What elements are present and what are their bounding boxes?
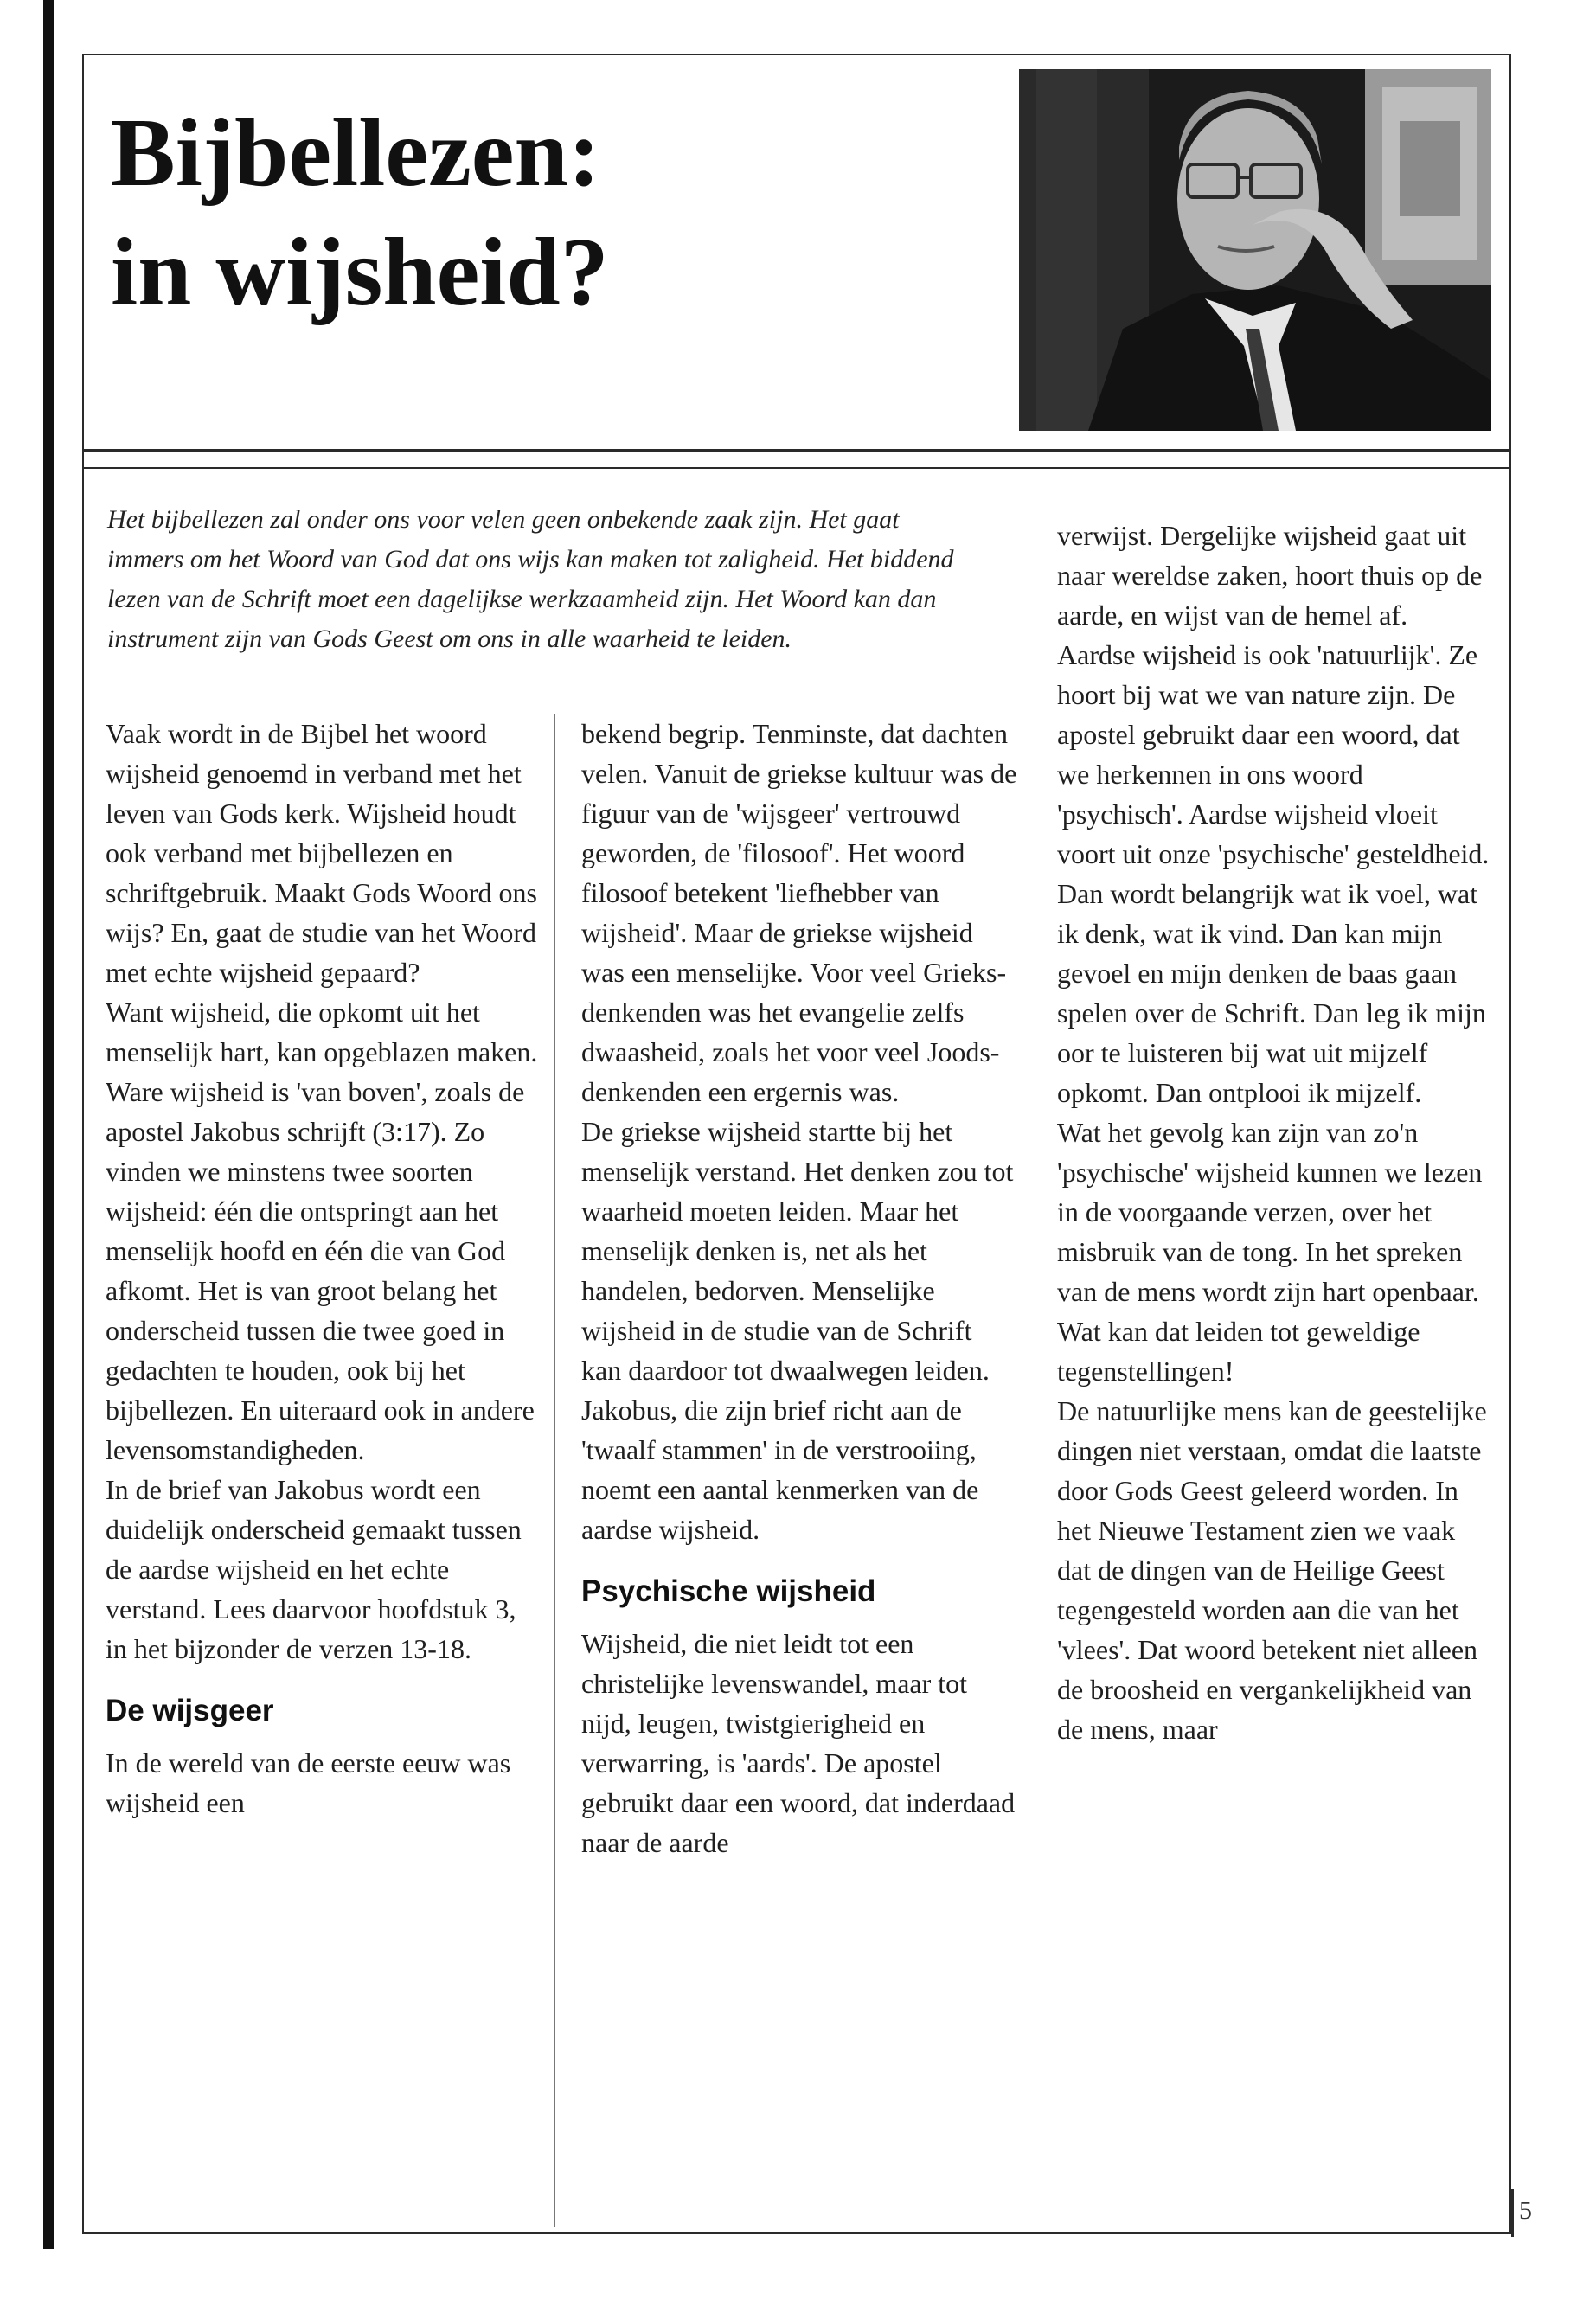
text-column-2 [581,714,1018,1862]
title-line-2: in wijsheid? [111,219,609,326]
page-number-rule [1511,2189,1514,2237]
header-rule-bottom [82,467,1511,469]
text-column-1 [106,714,542,1823]
page-edge [43,0,54,2249]
text-column-3 [1057,516,1490,1749]
section-heading: Psychische wijsheid [581,1574,876,1608]
section-heading: De wijsgeer [106,1694,274,1727]
article-intro: Het bijbellezen zal onder ons voor velen geen onbekende zaak zijn. Het gaat immers om het Woord van God dat ons wijs kan maken tot zaligheid. Het biddend lezen van de Schrift moet een dagelijkse werkzaamheid zijn. Het Woord kan dan instrument zijn van Gods Geest om ons in alle waarheid te leiden. [107,505,954,653]
paragraph: De natuurlijke mens kan de geestelijke dingen niet verstaan, omdat die laatste door Gods Geest geleerd worden. In het Nieuwe Testament zien we vaak dat de dingen van de Heilige Geest tegengesteld worden aan die van het 'vlees'. Dat woord betekent niet alleen de broosheid en vergankelijkheid van de mens, maar [1057,1395,1487,1745]
paragraph: bekend begrip. Tenminste, dat dachten velen. Vanuit de griekse kultuur was de figuur van de 'wijsgeer' vertrouwd geworden, de 'filosoof'. Het woord filosoof betekent 'liefhebber van wijsheid'. Maar de griekse wijsheid was een menselijke. Voor veel Grieks-denkenden was het evangelie zelfs dwaasheid, zoals het voor veel Joods-denkenden een ergernis was. [581,718,1017,1107]
page-number: 5 [1519,2196,1532,2225]
author-photo [1019,69,1491,431]
article-title [111,93,609,332]
paragraph: De griekse wijsheid startte bij het menselijk verstand. Het denken zou tot waarheid moeten leiden. Maar het menselijk denken is, net als het handelen, bedorven. Menselijke wijsheid in de studie van de Schrift kan daardoor tot dwaalwegen leiden. Jakobus, die zijn brief richt aan de 'twaalf stammen' in de verstrooiing, noemt een aantal kenmerken van de aardse wijsheid. [581,1116,1014,1545]
paragraph: Wijsheid, die niet leidt tot een christelijke levenswandel, maar tot nijd, leugen, twistgierigheid en verwarring, is 'aards'. De apostel gebruikt daar een woord, dat inderdaad naar de aarde [581,1628,1016,1858]
title-line-1: Bijbellezen: [111,99,601,207]
paragraph: Aardse wijsheid is ook 'natuurlijk'. Ze hoort bij wat we van nature zijn. De apostel gebruikt daar een woord, dat we herkennen in ons woord 'psychisch'. Aardse wijsheid vloeit voort uit onze 'psychische' gesteldheid. Dan wordt belangrijk wat ik voel, wat ik denk, wat ik vind. Dan kan mijn gevoel en mijn denken de baas gaan spelen over de Schrift. Dan leg ik mijn oor te luisteren bij wat uit mijzelf opkomt. Dan ontplooi ik mijzelf. [1057,639,1490,1108]
paragraph: Wat het gevolg kan zijn van zo'n 'psychische' wijsheid kunnen we lezen in de voorgaande verzen, over het misbruik van de tong. In het spreken van de mens wordt zijn hart openbaar. Wat kan dat leiden tot geweldige tegenstellingen! [1057,1117,1483,1387]
paragraph: Want wijsheid, die opkomt uit het menselijk hart, kan opgeblazen maken. Ware wijsheid is 'van boven', zoals de apostel Jakobus schrijft (3:17). Zo vinden we minstens twee soorten wijsheid: één die ontspringt aan het menselijk hoofd en één die van God afkomt. Het is van groot belang het onderscheid tussen die twee goed in gedachten te houden, ook bij het bijbellezen. En uiteraard ook in andere levensomstandigheden. [106,997,538,1465]
paragraph: verwijst. Dergelijke wijsheid gaat uit naar wereldse zaken, hoort thuis op de aarde, en wijst van de hemel af. [1057,520,1483,631]
paragraph: In de wereld van de eerste eeuw was wijsheid een [106,1747,511,1818]
column-divider [554,714,555,2227]
header-rule-top [82,449,1511,452]
paragraph: Vaak wordt in de Bijbel het woord wijsheid genoemd in verband met het leven van Gods kerk. Wijsheid houdt ook verband met bijbellezen en schriftgebruik. Maakt Gods Woord ons wijs? En, gaat de studie van het Woord met echte wijsheid gepaard? [106,718,537,988]
paragraph: In de brief van Jakobus wordt een duidelijk onderscheid gemaakt tussen de aardse wijsheid en het echte verstand. Lees daarvoor hoofdstuk 3, in het bijzonder de verzen 13-18. [106,1474,522,1664]
